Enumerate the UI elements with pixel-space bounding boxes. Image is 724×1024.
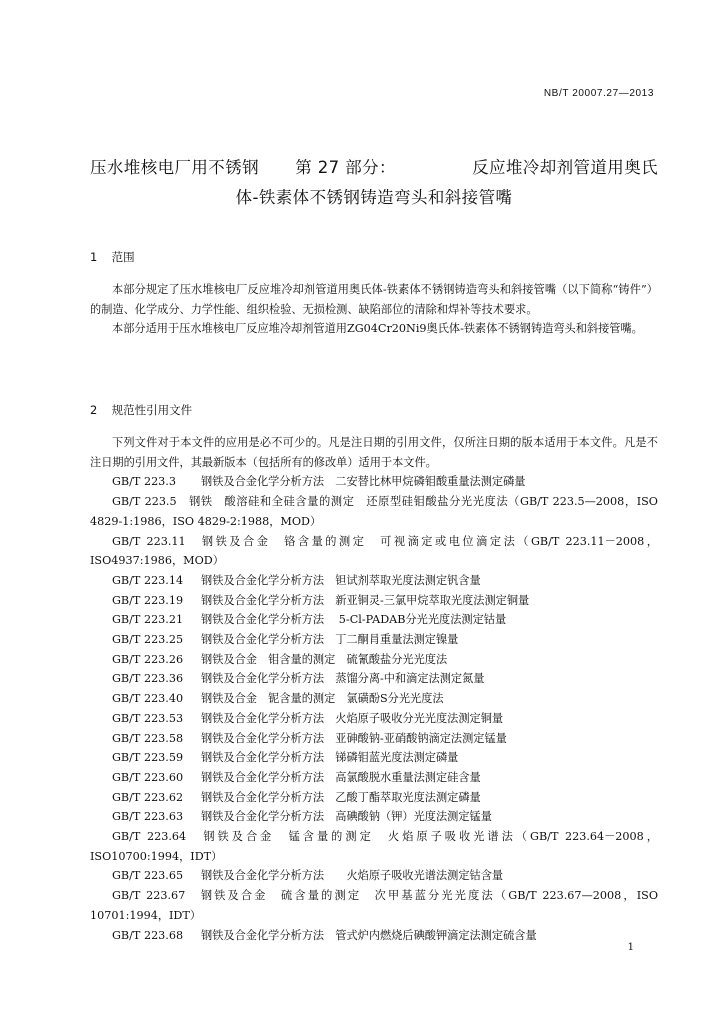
standard-code-header: NB/T 20007.27—2013	[543, 88, 654, 99]
section-2-body	[90, 433, 658, 945]
reference-code: GB/T 223.21	[112, 613, 184, 627]
reference-item	[90, 669, 658, 689]
reference-title: 钢铁及合金化学分析方法 亚砷酸钠-亚硝酸钠滴定法测定锰量	[201, 731, 507, 745]
reference-code: GB/T 223.60	[112, 770, 184, 784]
section-1-paragraph: 本部分适用于压水堆核电厂反应堆冷却剂管道用ZG04Cr20Ni9奥氏体-铁素体不锈钢铸造弯头和斜接管嘴。	[112, 322, 643, 336]
reference-title: 钢铁及合金 钼含量的测定 硫氰酸盐分光光度法	[201, 652, 448, 666]
reference-title: 钢铁及合金化学分析方法 高碘酸钠（钾）光度法测定锰量	[201, 810, 492, 824]
reference-title: 钢铁及合金化学分析方法 丁二酮肙重量法测定镍量	[201, 633, 459, 647]
title-line1-part3: 反应堆冷却剂管道用奥氏	[472, 158, 658, 177]
reference-item	[90, 472, 658, 492]
reference-title: 钢铁及合金化学分析方法 蒸馏分离-中和滴定法测定氮量	[201, 672, 485, 686]
reference-item	[90, 689, 658, 709]
reference-title: 钢铁及合金化学分析方法 管式炉内燃烧后碘酸钾滴定法测定硫含量	[201, 928, 537, 942]
title-line1-part2: 第 27 部分：	[295, 158, 396, 177]
reference-code: GB/T 223.40	[112, 692, 184, 706]
reference-title: 钢铁 酸溶硅和全硅含量的测定 还原型硅钼酸盐分光光度法（GB/T 223.5—2008，ISO 4829-1:1986，ISO 4829-2:1988，MOD）	[90, 495, 658, 528]
reference-title: 钢铁及合金化学分析方法 火焰原子吸收分光光度法测定铜量	[201, 711, 504, 725]
reference-code: GB/T 223.11	[112, 534, 186, 548]
reference-code: GB/T 223.3	[112, 475, 176, 489]
section-1-title: 范围	[111, 250, 135, 264]
reference-item	[90, 748, 658, 768]
reference-code: GB/T 223.19	[112, 593, 184, 607]
reference-item	[90, 926, 658, 946]
reference-item	[90, 532, 658, 571]
section-2-title: 规范性引用文件	[111, 403, 193, 417]
reference-item	[90, 650, 658, 670]
reference-code: GB/T 223.26	[112, 652, 184, 666]
reference-item	[90, 630, 658, 650]
page-number: 1	[627, 942, 634, 953]
reference-title: 钢铁及合金 铬含量的测定 可视滴定或电位滴定法（GB/T 223.11－2008，ISO4937:1986，MOD）	[90, 534, 658, 568]
reference-item	[90, 492, 658, 531]
reference-item	[90, 788, 658, 808]
reference-title: 钢铁及合金 硫含量的测定 次甲基蓝分光光度法（GB/T 223.67—2008，ISO 10701:1994，IDT）	[90, 889, 658, 922]
reference-code: GB/T 223.65	[112, 869, 184, 883]
reference-title: 钢铁及合金化学分析方法 乙酸丁酯萃取光度法测定磷量	[201, 790, 481, 804]
reference-item	[90, 709, 658, 729]
reference-item	[90, 807, 658, 827]
section-2-heading	[90, 402, 192, 418]
reference-item	[90, 866, 658, 886]
section-1-paragraph: 本部分规定了压水堆核电厂反应堆冷却剂管道用奥氏体-铁素体不锈钢铸造弯头和斜接管嘴（以下简称“铸件”）的制造、化学成分、力学性能、组织检验、无损检测、缺陷部位的清除和焊补等技术要求。	[90, 283, 658, 316]
reference-item	[90, 729, 658, 749]
section-1-body	[90, 280, 658, 339]
reference-code: GB/T 223.5	[112, 495, 177, 509]
title-line1-part1: 压水堆核电厂用不锈钢	[90, 158, 259, 177]
reference-code: GB/T 223.68	[112, 928, 184, 942]
reference-code: GB/T 223.62	[112, 790, 184, 804]
reference-item	[90, 591, 658, 611]
reference-title: 钢铁及合金化学分析方法 高氯酸脱水重量法测定硅含量	[201, 770, 481, 784]
reference-code: GB/T 223.36	[112, 672, 184, 686]
section-2-number: 2	[90, 403, 98, 417]
title-line2: 体-铁素体不锈钢铸造弯头和斜接管嘴	[235, 188, 513, 207]
reference-code: GB/T 223.25	[112, 633, 184, 647]
reference-title: 钢铁及合金化学分析方法 二安替比林甲烷磷钼酸重量法测定磷量	[201, 475, 526, 489]
reference-code: GB/T 223.59	[112, 751, 184, 765]
reference-title: 钢铁及合金化学分析方法 新亚铜灵-三氯甲烷萃取光度法测定铜量	[201, 593, 530, 607]
section-2-intro: 下列文件对于本文件的应用是必不可少的。凡是注日期的引用文件，仅所注日期的版本适用于本文件。凡是不注日期的引用文件，其最新版本（包括所有的修改单）适用于本文件。	[90, 436, 658, 469]
reference-code: GB/T 223.58	[112, 731, 184, 745]
reference-title: 钢铁及合金化学分析方法 火焰原子吸收光谱法测定钴含量	[201, 869, 504, 883]
reference-item	[90, 768, 658, 788]
reference-code: GB/T 223.67	[112, 889, 186, 903]
reference-title: 钢铁及合金 铌含量的测定 氯磺酚S分光光度法	[201, 692, 444, 706]
reference-item	[90, 886, 658, 925]
reference-item	[90, 610, 658, 630]
reference-title: 钢铁及合金化学分析方法 钽试剂萃取光度法测定钒含量	[201, 573, 481, 587]
document-title	[90, 153, 658, 213]
reference-item	[90, 827, 658, 866]
section-1-heading	[90, 249, 135, 265]
reference-title: 钢铁及合金化学分析方法 锑磷钼蓝光度法测定磷量	[201, 751, 459, 765]
reference-list	[90, 472, 658, 945]
reference-item	[90, 571, 658, 591]
reference-title: 钢铁及合金 锰含量的测定 火焰原子吸收光谱法（GB/T 223.64－2008，ISO10700:1994，IDT）	[90, 830, 658, 863]
reference-code: GB/T 223.53	[112, 711, 184, 725]
reference-code: GB/T 223.64	[112, 830, 187, 844]
section-1-number: 1	[90, 250, 98, 264]
reference-title: 钢铁及合金化学分析方法 5-Cl-PADAB分光光度法测定钴量	[201, 613, 507, 627]
reference-code: GB/T 223.14	[112, 573, 184, 587]
reference-code: GB/T 223.63	[112, 810, 184, 824]
